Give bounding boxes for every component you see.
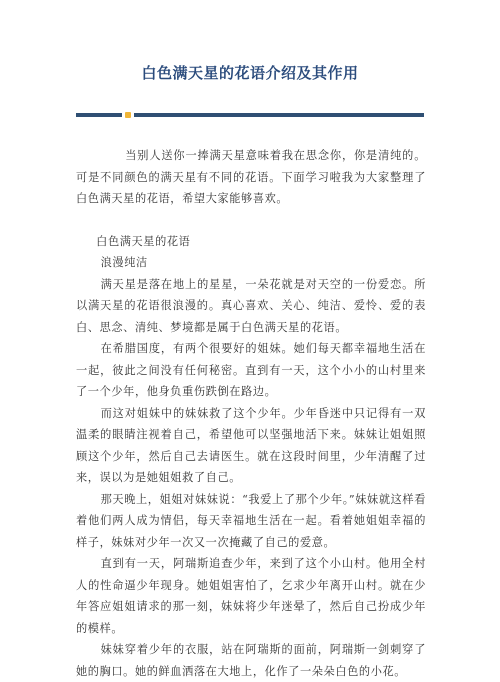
divider-dot	[125, 112, 131, 118]
article-title: 白色满天星的花语介绍及其作用	[141, 64, 359, 82]
title-divider	[76, 113, 424, 117]
body-paragraph: 妹妹穿着少年的衣服，站在阿瑞斯的面前，阿瑞斯一剑刺穿了她的胸口。她的鲜血洒落在大地上，化作了一朵朵白色的小花。	[76, 643, 426, 678]
section-heading: 白色满天星的花语	[96, 234, 191, 248]
paragraph-gap	[76, 210, 426, 231]
body-paragraph: 满天星是落在地上的星星，一朵花就是对天空的一份爱恋。所以满天星的花语很浪漫的。真心喜欢、关心、纯洁、爱怜、爱的表白、思念、清纯、梦境都是属于白色满天星的花语。	[76, 277, 426, 334]
article-body	[76, 145, 426, 682]
intro-paragraph: 当别人送你一捧满天星意味着我在思念你，你是清纯的。可是不同颜色的满天星有不同的花语。下面学习啦我为大家整理了白色满天星的花语，希望大家能够喜欢。	[76, 149, 426, 205]
body-paragraph: 那天晚上，姐姐对妹妹说：“我爱上了那个少年。”妹妹就这样看着他们两人成为情侣，每天幸福地生活在一起。看着她姐姐幸福的样子，妹妹对少年一次又一次掩藏了自己的爱意。	[76, 492, 426, 549]
body-paragraph: 而这对姐妹中的妹妹救了这个少年。少年昏迷中只记得有一双温柔的眼睛注视着自己，希望他可以坚强地活下来。妹妹让姐姐照顾这个少年，然后自己去请医生。就在这段时间里，少年清醒了过来，误以为是她姐姐救了自己。	[76, 406, 426, 484]
body-paragraph: 在希腊国度，有两个很要好的姐妹。她们每天都幸福地生活在一起，彼此之间没有任何秘密。直到有一天，这个小小的山村里来了一个少年，他身负重伤跌倒在路边。	[76, 342, 426, 398]
sub-heading: 浪漫纯洁	[100, 256, 148, 269]
divider-bar-right	[134, 113, 424, 117]
body-paragraph: 直到有一天，阿瑞斯追查少年，来到了这个小山村。他用全村人的性命逼少年现身。她姐姐害怕了，乞求少年离开山村。就在少年答应姐姐请求的那一刻，妹妹将少年迷晕了，然后自己扮成少年的模样。	[76, 557, 426, 635]
divider-bar-left	[76, 113, 122, 117]
